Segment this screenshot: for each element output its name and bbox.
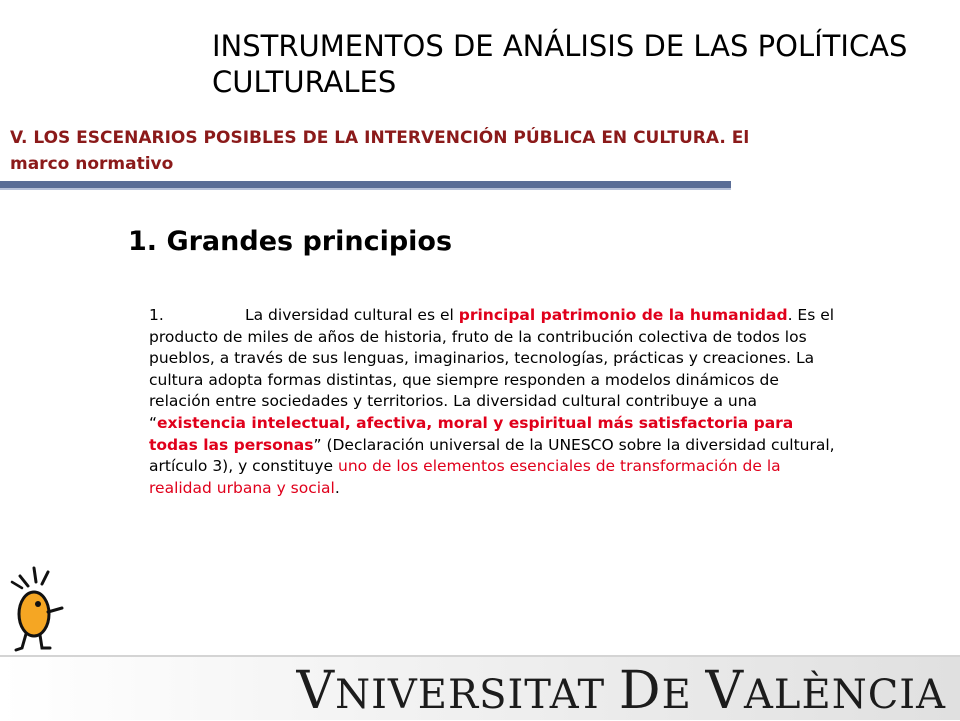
section-subtitle: V. LOS ESCENARIOS POSIBLES DE LA INTERVENCIÓN PÚBLICA EN CULTURA. El marco normativo (10, 128, 750, 174)
cartoon-figure-icon (6, 562, 70, 654)
divider-rule (0, 181, 731, 188)
segment-2: . Es el producto de miles de años de historia, fruto de la contribución colectiva de todos los pueblos, a través de sus lenguas, imaginarios, tecnologías, prácticas y creaciones. La cultura adopta formas distintas, que siempre responden a modelos dinámicos de relación entre sociedades y territorios. La diversidad cultural contribuye a una “ (149, 306, 835, 432)
segment-1-highlight: principal patrimonio de la humanidad (458, 306, 788, 324)
footer-rule (0, 655, 960, 657)
segment-6: . (334, 478, 340, 497)
segment-5-red: uno de los elementos esenciales de transformación de la realidad urbana y social (149, 457, 781, 497)
slide-title: INSTRUMENTOS DE ANÁLISIS DE LAS POLÍTICAS CULTURALES (212, 29, 908, 99)
segment-0: La diversidad cultural es el (245, 306, 459, 324)
principle-paragraph (149, 305, 839, 499)
segment-4: ” (Declaración universal de la UNESCO sobre la diversidad cultural, artículo 3), y constituye (149, 435, 835, 476)
divider-rule-shadow (0, 188, 731, 190)
university-logo (296, 661, 947, 721)
paragraph-number: 1. (149, 306, 164, 324)
segment-3-highlight: existencia intelectual, afectiva, moral y espiritual más satisfactoria para todas las personas (149, 413, 794, 454)
university-logo-wordmark: VNIVERSITAT DE VALÈNCIA (296, 661, 946, 721)
section-heading: 1. Grandes principios (128, 226, 453, 257)
